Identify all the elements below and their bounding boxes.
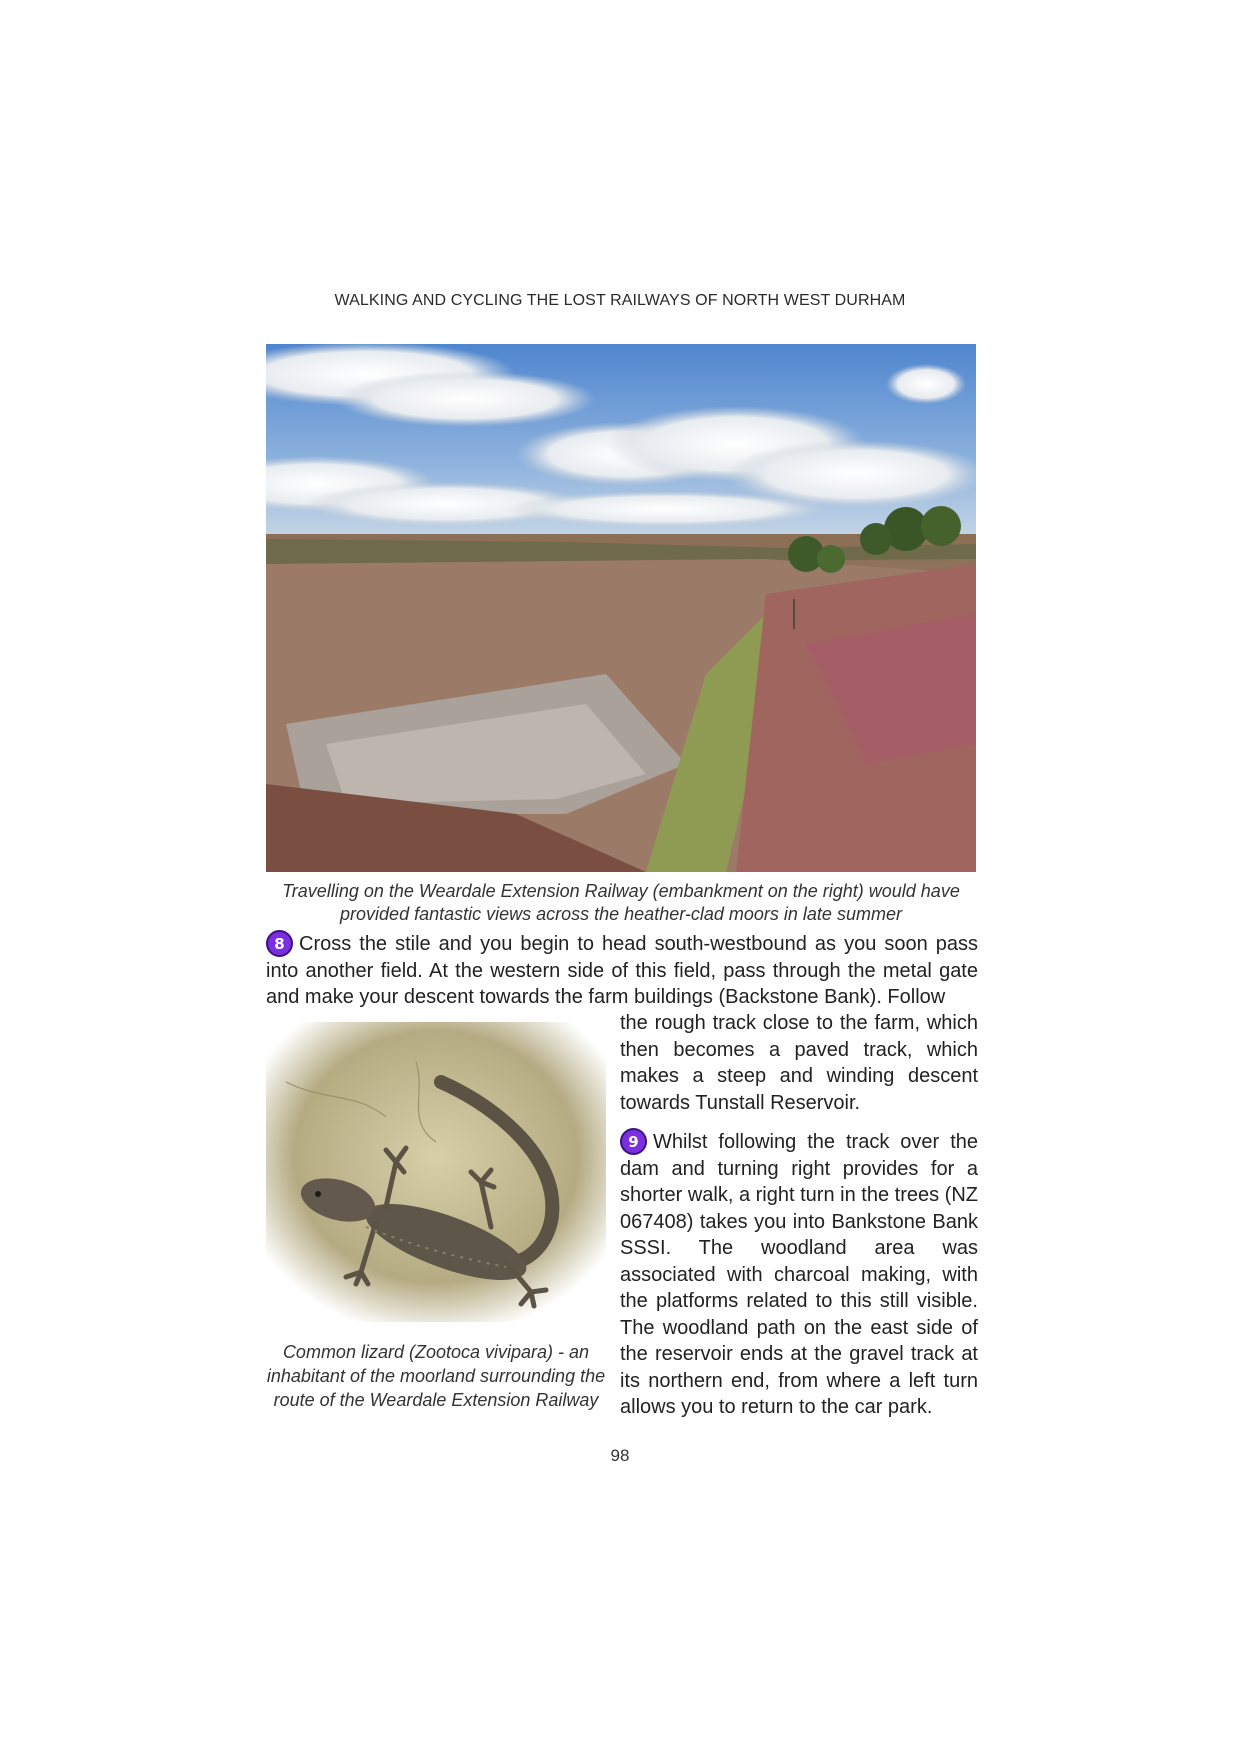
moorland-photo [266, 344, 976, 872]
step-9-paragraph [620, 1128, 978, 1421]
step-8-paragraph [266, 930, 978, 1011]
step-9-badge: 9 [620, 1128, 647, 1155]
page-number: 98 [610, 1446, 630, 1465]
running-header: WALKING AND CYCLING THE LOST RAILWAYS OF NORTH WEST DURHAM [334, 292, 906, 309]
step-9-text: Whilst following the track over the dam and turning right provides for a shorter walk, a right turn in the trees (NZ 067408) takes you into Bankstone Bank SSSI. The woodland area was associated with charcoal making, with the platforms related to this still visible. The woodland path on the east side of the reservoir ends at the gravel track at its northern end, from where a left turn allows you to return to the car park. [620, 1131, 978, 1418]
step-8-text: Cross the stile and you begin to head south-westbound as you soon pass into another field. At the western side of this field, pass through the metal gate and make your descent towards the farm buildings (Backstone Bank). Follow [266, 933, 978, 1008]
moorland-photo-caption: Travelling on the Weardale Extension Railway (embankment on the right) would have provided fantastic views across the heather-clad moors in late summer [282, 881, 960, 924]
lizard-photo [266, 1022, 606, 1322]
lizard-photo-caption: Common lizard (Zootoca vivipara) - an inhabitant of the moorland surrounding the route of the Weardale Extension Railway [266, 1342, 606, 1410]
step-8-badge: 8 [266, 930, 293, 957]
step-8-continued: the rough track close to the farm, which then becomes a paved track, which makes a steep and winding descent towards Tunstall Reservoir. [620, 1012, 978, 1114]
